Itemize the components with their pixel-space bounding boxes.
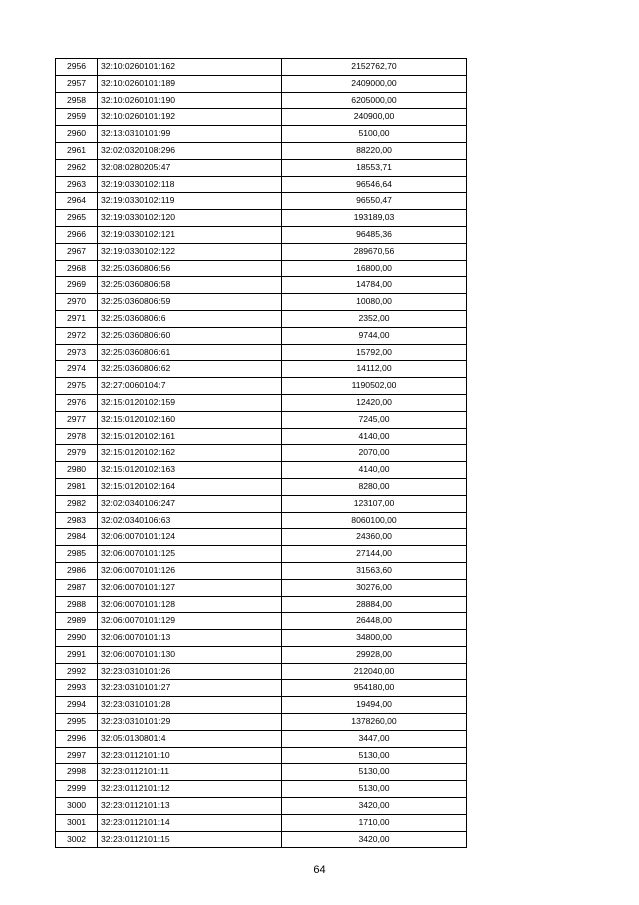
- value-cell: 96485,36: [282, 226, 467, 243]
- row-number-cell: 2972: [56, 327, 98, 344]
- table-row: [56, 210, 467, 227]
- value-cell: 24360,00: [282, 529, 467, 546]
- value-cell: 5100,00: [282, 126, 467, 143]
- cadastral-number-cell: 32:25:0360806:58: [98, 277, 282, 294]
- cadastral-number-cell: 32:25:0360806:61: [98, 344, 282, 361]
- row-number-cell: 2974: [56, 361, 98, 378]
- table-row: [56, 781, 467, 798]
- table-row: [56, 445, 467, 462]
- table-row: [56, 75, 467, 92]
- row-number-cell: 2981: [56, 478, 98, 495]
- row-number-cell: 2983: [56, 512, 98, 529]
- row-number-cell: 3001: [56, 814, 98, 831]
- value-cell: 3420,00: [282, 798, 467, 815]
- table-row: [56, 344, 467, 361]
- value-cell: 1190502,00: [282, 378, 467, 395]
- page-number: 64: [313, 864, 326, 876]
- cadastral-number-cell: 32:15:0120102:164: [98, 478, 282, 495]
- cadastral-number-cell: 32:10:0260101:162: [98, 59, 282, 76]
- row-number-cell: 2985: [56, 546, 98, 563]
- cadastral-number-cell: 32:25:0360806:6: [98, 310, 282, 327]
- value-cell: 3447,00: [282, 730, 467, 747]
- value-cell: 1710,00: [282, 814, 467, 831]
- cadastral-number-cell: 32:19:0330102:118: [98, 176, 282, 193]
- cadastral-number-cell: 32:06:0070101:127: [98, 579, 282, 596]
- value-cell: 96546,64: [282, 176, 467, 193]
- row-number-cell: 2987: [56, 579, 98, 596]
- cadastral-number-cell: 32:23:0112101:12: [98, 781, 282, 798]
- cadastral-number-cell: 32:08:0280205:47: [98, 159, 282, 176]
- cadastral-number-cell: 32:23:0310101:29: [98, 714, 282, 731]
- table-row: [56, 142, 467, 159]
- row-number-cell: 2967: [56, 243, 98, 260]
- row-number-cell: 2979: [56, 445, 98, 462]
- table-row: [56, 394, 467, 411]
- row-number-cell: 2997: [56, 747, 98, 764]
- value-cell: 14784,00: [282, 277, 467, 294]
- cadastral-number-cell: 32:15:0120102:160: [98, 411, 282, 428]
- value-cell: 4140,00: [282, 462, 467, 479]
- cadastral-number-cell: 32:02:0340106:247: [98, 495, 282, 512]
- value-cell: 123107,00: [282, 495, 467, 512]
- table-row: [56, 663, 467, 680]
- cadastral-number-cell: 32:15:0120102:159: [98, 394, 282, 411]
- table-row: [56, 126, 467, 143]
- value-cell: 29928,00: [282, 646, 467, 663]
- value-cell: 4140,00: [282, 428, 467, 445]
- cadastral-number-cell: 32:19:0330102:121: [98, 226, 282, 243]
- value-cell: 30276,00: [282, 579, 467, 596]
- table-row: [56, 613, 467, 630]
- table-row: [56, 193, 467, 210]
- value-cell: 28884,00: [282, 596, 467, 613]
- registry-table: [55, 58, 467, 848]
- table-row: [56, 680, 467, 697]
- table-row: [56, 814, 467, 831]
- table-row: [56, 176, 467, 193]
- cadastral-number-cell: 32:06:0070101:125: [98, 546, 282, 563]
- value-cell: 27144,00: [282, 546, 467, 563]
- table-row: [56, 512, 467, 529]
- cadastral-number-cell: 32:25:0360806:62: [98, 361, 282, 378]
- cadastral-number-cell: 32:19:0330102:122: [98, 243, 282, 260]
- cadastral-number-cell: 32:15:0120102:161: [98, 428, 282, 445]
- row-number-cell: 2968: [56, 260, 98, 277]
- value-cell: 240900,00: [282, 109, 467, 126]
- table-row: [56, 495, 467, 512]
- table-row: [56, 92, 467, 109]
- value-cell: 2352,00: [282, 310, 467, 327]
- cadastral-number-cell: 32:23:0112101:10: [98, 747, 282, 764]
- value-cell: 9744,00: [282, 327, 467, 344]
- cadastral-number-cell: 32:15:0120102:162: [98, 445, 282, 462]
- value-cell: 34800,00: [282, 630, 467, 647]
- row-number-cell: 2992: [56, 663, 98, 680]
- table-row: [56, 529, 467, 546]
- row-number-cell: 2994: [56, 697, 98, 714]
- cadastral-number-cell: 32:13:0310101:99: [98, 126, 282, 143]
- row-number-cell: 2989: [56, 613, 98, 630]
- table-row: [56, 226, 467, 243]
- value-cell: 1378260,00: [282, 714, 467, 731]
- value-cell: 212040,00: [282, 663, 467, 680]
- value-cell: 5130,00: [282, 781, 467, 798]
- value-cell: 26448,00: [282, 613, 467, 630]
- row-number-cell: 2976: [56, 394, 98, 411]
- value-cell: 31563,60: [282, 562, 467, 579]
- value-cell: 2409000,00: [282, 75, 467, 92]
- cadastral-number-cell: 32:25:0360806:60: [98, 327, 282, 344]
- table-row: [56, 646, 467, 663]
- cadastral-number-cell: 32:10:0260101:189: [98, 75, 282, 92]
- table-row: [56, 294, 467, 311]
- row-number-cell: 2999: [56, 781, 98, 798]
- table-row: [56, 630, 467, 647]
- cadastral-number-cell: 32:23:0112101:13: [98, 798, 282, 815]
- row-number-cell: 2958: [56, 92, 98, 109]
- row-number-cell: 2973: [56, 344, 98, 361]
- row-number-cell: 2984: [56, 529, 98, 546]
- value-cell: 88220,00: [282, 142, 467, 159]
- row-number-cell: 2998: [56, 764, 98, 781]
- row-number-cell: 2995: [56, 714, 98, 731]
- cadastral-number-cell: 32:06:0070101:128: [98, 596, 282, 613]
- cadastral-number-cell: 32:06:0070101:13: [98, 630, 282, 647]
- cadastral-number-cell: 32:02:0320108:296: [98, 142, 282, 159]
- row-number-cell: 2961: [56, 142, 98, 159]
- value-cell: 96550,47: [282, 193, 467, 210]
- cadastral-number-cell: 32:19:0330102:119: [98, 193, 282, 210]
- row-number-cell: 2963: [56, 176, 98, 193]
- row-number-cell: 2956: [56, 59, 98, 76]
- row-number-cell: 2993: [56, 680, 98, 697]
- row-number-cell: 2975: [56, 378, 98, 395]
- cadastral-number-cell: 32:23:0112101:11: [98, 764, 282, 781]
- cadastral-number-cell: 32:06:0070101:130: [98, 646, 282, 663]
- row-number-cell: 2965: [56, 210, 98, 227]
- cadastral-number-cell: 32:23:0310101:26: [98, 663, 282, 680]
- row-number-cell: 2966: [56, 226, 98, 243]
- table-row: [56, 747, 467, 764]
- registry-table-body: [56, 59, 467, 848]
- value-cell: 7245,00: [282, 411, 467, 428]
- table-row: [56, 546, 467, 563]
- table-row: [56, 798, 467, 815]
- cadastral-number-cell: 32:06:0070101:124: [98, 529, 282, 546]
- value-cell: 2070,00: [282, 445, 467, 462]
- value-cell: 18553,71: [282, 159, 467, 176]
- table-row: [56, 697, 467, 714]
- table-row: [56, 378, 467, 395]
- value-cell: 954180,00: [282, 680, 467, 697]
- row-number-cell: 2996: [56, 730, 98, 747]
- row-number-cell: 2978: [56, 428, 98, 445]
- table-row: [56, 159, 467, 176]
- value-cell: 2152762,70: [282, 59, 467, 76]
- row-number-cell: 2971: [56, 310, 98, 327]
- table-row: [56, 714, 467, 731]
- table-row: [56, 243, 467, 260]
- row-number-cell: 2960: [56, 126, 98, 143]
- row-number-cell: 2959: [56, 109, 98, 126]
- table-row: [56, 730, 467, 747]
- cadastral-number-cell: 32:10:0260101:190: [98, 92, 282, 109]
- table-row: [56, 361, 467, 378]
- value-cell: 15792,00: [282, 344, 467, 361]
- table-row: [56, 428, 467, 445]
- cadastral-number-cell: 32:06:0070101:129: [98, 613, 282, 630]
- cadastral-number-cell: 32:27:0060104:7: [98, 378, 282, 395]
- row-number-cell: 2957: [56, 75, 98, 92]
- row-number-cell: 2986: [56, 562, 98, 579]
- cadastral-number-cell: 32:15:0120102:163: [98, 462, 282, 479]
- value-cell: 6205000,00: [282, 92, 467, 109]
- table-row: [56, 596, 467, 613]
- cadastral-number-cell: 32:19:0330102:120: [98, 210, 282, 227]
- value-cell: 289670,56: [282, 243, 467, 260]
- value-cell: 12420,00: [282, 394, 467, 411]
- cadastral-number-cell: 32:25:0360806:59: [98, 294, 282, 311]
- row-number-cell: 2988: [56, 596, 98, 613]
- cadastral-number-cell: 32:23:0310101:28: [98, 697, 282, 714]
- table-row: [56, 109, 467, 126]
- row-number-cell: 2964: [56, 193, 98, 210]
- table-row: [56, 59, 467, 76]
- table-row: [56, 462, 467, 479]
- row-number-cell: 2977: [56, 411, 98, 428]
- table-row: [56, 277, 467, 294]
- cadastral-number-cell: 32:23:0112101:15: [98, 831, 282, 848]
- row-number-cell: 2969: [56, 277, 98, 294]
- table-row: [56, 478, 467, 495]
- value-cell: 193189,03: [282, 210, 467, 227]
- value-cell: 5130,00: [282, 764, 467, 781]
- cadastral-number-cell: 32:10:0260101:192: [98, 109, 282, 126]
- value-cell: 14112,00: [282, 361, 467, 378]
- value-cell: 10080,00: [282, 294, 467, 311]
- table-row: [56, 831, 467, 848]
- row-number-cell: 2990: [56, 630, 98, 647]
- table-row: [56, 562, 467, 579]
- value-cell: 3420,00: [282, 831, 467, 848]
- cadastral-number-cell: 32:23:0112101:14: [98, 814, 282, 831]
- row-number-cell: 2970: [56, 294, 98, 311]
- value-cell: 5130,00: [282, 747, 467, 764]
- table-row: [56, 327, 467, 344]
- row-number-cell: 2980: [56, 462, 98, 479]
- table-row: [56, 310, 467, 327]
- row-number-cell: 2991: [56, 646, 98, 663]
- cadastral-number-cell: 32:02:0340106:63: [98, 512, 282, 529]
- value-cell: 8280,00: [282, 478, 467, 495]
- row-number-cell: 3000: [56, 798, 98, 815]
- value-cell: 8060100,00: [282, 512, 467, 529]
- row-number-cell: 2962: [56, 159, 98, 176]
- value-cell: 16800,00: [282, 260, 467, 277]
- value-cell: 19494,00: [282, 697, 467, 714]
- row-number-cell: 3002: [56, 831, 98, 848]
- table-row: [56, 260, 467, 277]
- cadastral-number-cell: 32:23:0310101:27: [98, 680, 282, 697]
- row-number-cell: 2982: [56, 495, 98, 512]
- table-row: [56, 579, 467, 596]
- table-row: [56, 764, 467, 781]
- cadastral-number-cell: 32:05:0130801:4: [98, 730, 282, 747]
- cadastral-number-cell: 32:06:0070101:126: [98, 562, 282, 579]
- cadastral-number-cell: 32:25:0360806:56: [98, 260, 282, 277]
- table-row: [56, 411, 467, 428]
